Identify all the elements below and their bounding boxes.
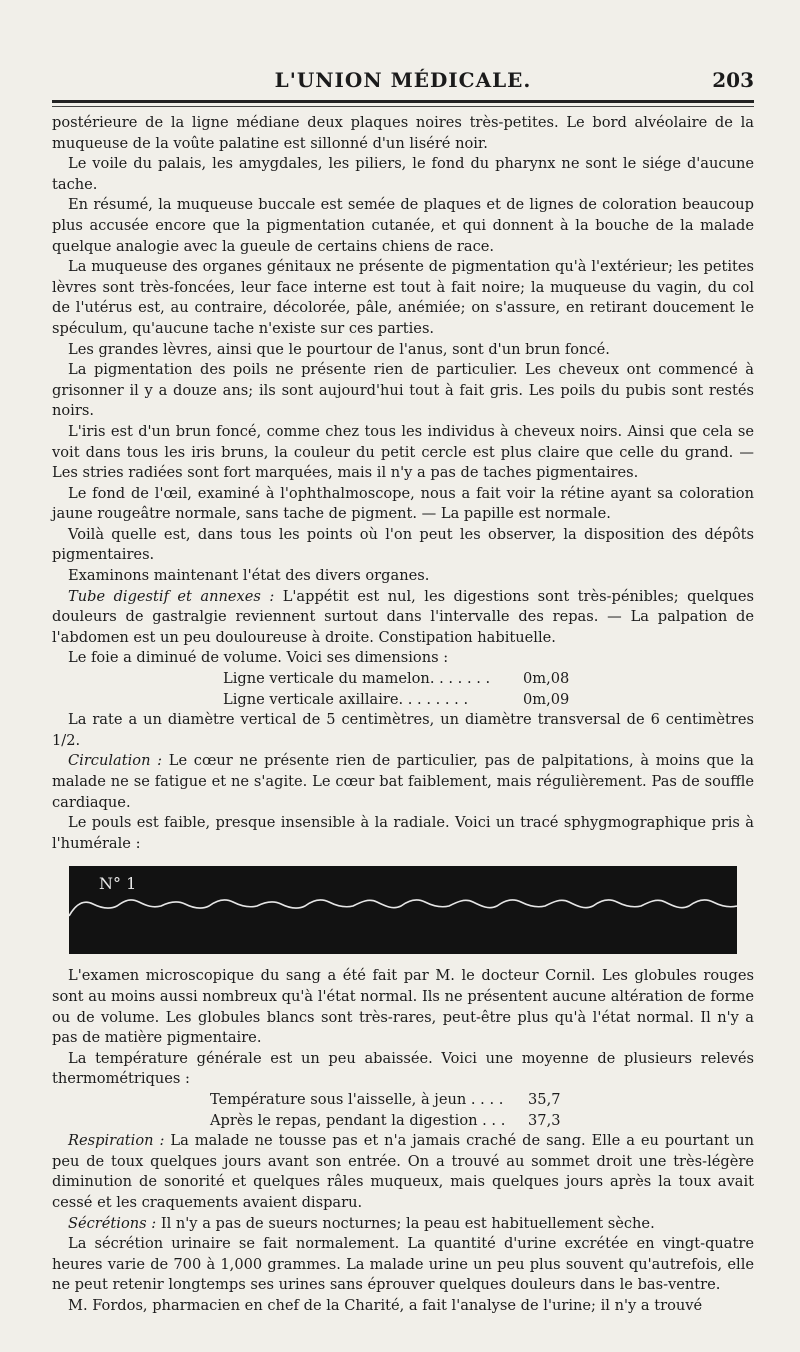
paragraph: En résumé, la muqueuse buccale est semée de plaques et de lignes de coloration beaucoup plus accusée encore que la pigmentation cutanée, et qui donnent à la bouche de la malade quelque analogie avec la gueule de certains chiens de race. — [52, 196, 754, 255]
measurement-value: 0m,09 — [523, 690, 570, 708]
measurement-row — [52, 690, 754, 711]
paragraph: postérieure de la ligne médiane deux plaques noires très-petites. Le bord alvéolaire de la muqueuse de la voûte palatine est sillonné d'un liséré noir. — [52, 114, 754, 152]
paragraph: La température générale est un peu abaissée. Voici une moyenne de plusieurs relevés thermométriques : — [52, 1049, 754, 1088]
paragraph: M. Fordos, pharmacien en chef de la Charité, a fait l'analyse de l'urine; il n'y a trouvé — [68, 1296, 703, 1314]
header-rule-thin — [52, 106, 754, 107]
section-text: Il n'y a pas de sueurs nocturnes; la peau est habituellement sèche. — [156, 1214, 655, 1232]
section-text: La malade ne tousse pas et n'a jamais craché de sang. Elle a eu pourtant un peu de toux quelques jours avant son entrée. On a trouvé au sommet droit une très-légère diminution de sonorité et quelques râles muqueux, mais quelques jours après la toux avait cessé et les craquements avaient disparu. — [52, 1132, 754, 1211]
measurement-value: 0m,08 — [523, 670, 570, 688]
paragraph: La muqueuse des organes génitaux ne présente de pigmentation qu'à l'extérieur; les petites lèvres sont très-foncées, leur face interne est tout à fait noire; la muqueuse du vagin, du col de l'utérus est, au contraire, décolorée, pâle, anémiée; on s'assure, en retirant doucement le spéculum, qu'aucune tache n'existe sur ces parties. — [52, 258, 754, 337]
paragraph-tube-digestif — [52, 587, 754, 649]
section-label: Tube digestif et annexes : — [68, 587, 275, 605]
paragraph-respiration — [52, 1131, 754, 1213]
section-label: Sécrétions : — [68, 1214, 157, 1232]
paragraph-circulation — [52, 751, 754, 813]
page-header — [52, 68, 754, 96]
measurement-label: Ligne verticale du mamelon. . . . . . . — [223, 670, 491, 688]
pulse-wave-icon — [69, 866, 737, 954]
temperature-value: 35,7 — [528, 1090, 561, 1108]
paragraph: La sécrétion urinaire se fait normalement. La quantité d'urine excrétée en vingt-quatre heures varie de 700 à 1,000 grammes. La malade urine un peu plus souvent qu'autrefois, elle ne peut retenir longtemps ses urines sans éprouver quelques douleurs dans le bas-ventre. — [52, 1235, 754, 1294]
trace-tag: N° 1 — [99, 874, 137, 894]
section-label: Circulation : — [68, 752, 163, 770]
paragraph: Le voile du palais, les amygdales, les piliers, le fond du pharynx ne sont le siége d'aucune tache. — [52, 155, 754, 193]
measurement-row — [52, 669, 754, 690]
section-label: Respiration : — [68, 1132, 165, 1150]
temperature-label: Température sous l'aisselle, à jeun . . . . — [210, 1090, 504, 1108]
measurement-label: Ligne verticale axillaire. . . . . . . . — [223, 690, 469, 708]
section-text: Le cœur ne présente rien de particulier, pas de palpitations, à moins que la malade ne se fatigue et ne s'agite. Le cœur bat faiblement, mais régulièrement. Pas de souffle cardiaque. — [52, 752, 754, 811]
temperature-table — [210, 1090, 754, 1131]
temperature-row — [210, 1111, 754, 1132]
paragraph: Le foie a diminué de volume. Voici ses dimensions : — [68, 649, 449, 667]
sphygmograph-trace — [69, 866, 737, 954]
paragraph: Les grandes lèvres, ainsi que le pourtour de l'anus, sont d'un brun foncé. — [68, 340, 610, 358]
paragraph: L'iris est d'un brun foncé, comme chez tous les individus à cheveux noirs. Ainsi que cela se voit dans tous les iris bruns, la couleur du petit cercle est plus claire que celle du grand. — Les stries radiées sont fort marquées, mais il n'y a pas de taches pigmentaires. — [52, 422, 754, 482]
paragraph: Voilà quelle est, dans tous les points où l'on peut les observer, la disposition des dépôts pigmentaires. — [52, 525, 754, 564]
header-rule — [52, 100, 754, 103]
paragraph: La rate a un diamètre vertical de 5 centimètres, un diamètre transversal de 6 centimètres 1/2. — [52, 711, 754, 749]
section-text: L'appétit est nul, les digestions sont très-pénibles; quelques douleurs de gastralgie reviennent surtout dans l'intervalle des repas. — La palpation de l'abdomen est un peu douloureuse à droite. Constipation habituelle. — [52, 587, 754, 646]
paragraph-secretions — [52, 1214, 754, 1235]
running-title: L'UNION MÉDICALE. — [274, 68, 532, 92]
paragraph: L'examen microscopique du sang a été fait par M. le docteur Cornil. Les globules rouges sont au moins aussi nombreux qu'à l'état normal. Ils ne présentent aucune altération de forme ou de volume. Les globules blancs sont très-rares, peut-être plus qu'à l'état normal. Il n'y a pas de matière pigmentaire. — [52, 967, 754, 1047]
page-number: 203 — [712, 68, 754, 92]
paragraph: Le fond de l'œil, examiné à l'ophthalmoscope, nous a fait voir la rétine ayant sa coloration jaune rougeâtre normale, sans tache de pigment. — La papille est normale. — [52, 484, 754, 523]
paragraph: La pigmentation des poils ne présente rien de particulier. Les cheveux ont commencé à grisonner il y a douze ans; ils sont aujourd'hui tout à fait gris. Les poils du pubis sont restés noirs. — [52, 361, 754, 420]
temperature-label: Après le repas, pendant la digestion . . . — [210, 1111, 506, 1129]
paragraph: Examinons maintenant l'état des divers organes. — [68, 567, 430, 585]
temperature-row — [210, 1090, 754, 1111]
article-body — [52, 113, 754, 1316]
temperature-value: 37,3 — [528, 1111, 561, 1129]
paragraph: Le pouls est faible, presque insensible à la radiale. Voici un tracé sphygmographique pris à l'humérale : — [52, 814, 754, 852]
